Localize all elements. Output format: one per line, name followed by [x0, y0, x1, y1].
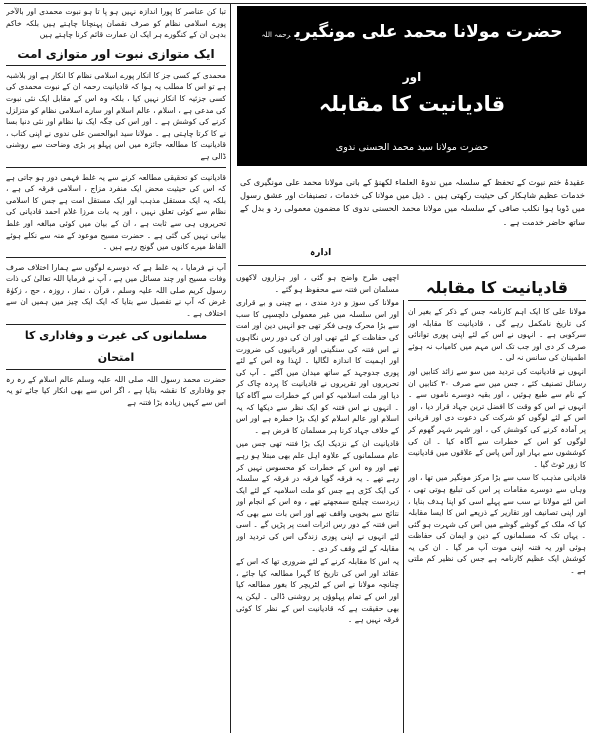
middle-paragraph-4: یہ اس کا مقابلہ کرنے کے لئے ضروری تھا کہ اس کے عقائد اور اس کی تاریخ کا گہرا مطالعہ کیا جائے ، چنانچہ مولانا نے اس کے لٹریچر کا بغور مطالعہ کیا اور اس کے تمام پہلوؤں پر روشنی ڈالی ۔ لیکن یہ بھی حقیقت ہے کہ قادیانیت اس کے نظر کا کوئی فرقہ نہیں ہے ۔	[236, 557, 399, 625]
middle-paragraph-3: قادیانیت ان کے نزدیک ایک بڑا فتنہ تھی جس میں عام مسلمانوں کے علاوہ اہل علم بھی مبتلا ہو رہے تھے اور وہ اس کے خطرات کو محسوس نہیں کر رہے تھے ۔ یہ فرقہ گویا فرقہ در فرقہ کے سلسلہ کی ایک کڑی ہے جس کو ملت اسلامیہ کے لئے ایک زبردست چیلنج سمجھتے تھے ، وہ اس کے انجام اور نتائج سے بخوبی واقف تھے اور اس بات سے بھی کہ اس فتنہ کے دور رس اثرات امت پر پڑیں گے ۔ اسی لئے انہوں نے اپنی پوری زندگی اس کی تردید اور مقابلہ کے لئے وقف کر دی ۔	[236, 439, 399, 553]
middle-paragraph-2: مولانا کی سوز و درد مندی ، بے چینی و بے قراری اور اس سلسلہ میں غیر معمولی دلچسپی کا سب سے بڑا محرک وہی فکر تھی جو انہیں دین اور امت کی حفاظت کے لئے تھی اور ان کی دور رس نگاہوں نے اس فتنہ کی سنگینی اور قربانیوں کی ضرورت اور اہمیت کا اندازہ لگالیا ۔ لہٰذا وہ اس کے لئے پوری جدوجہد کے ساتھ میدان میں آگئے ۔ آپ کی تحریروں اور تقریروں نے قادیانیت کا پردہ چاک کر دیا اور ملت اسلامیہ کو اس کے خطرات سے آگاہ کیا ۔ انہوں نے اس فتنہ کو ایک نظر سے دیکھا کہ یہ اسلام اور عالم اسلام کو ایک بڑا خطرہ ہے اور اس کے خلاف جہاد کرنا ہر مسلمان کا فرض ہے ۔	[236, 298, 399, 435]
middle-paragraph-1: اچھی طرح واضح ہو گئی ، اور ہزاروں لاکھوں مسلمان اس فتنہ سے محفوظ ہو گئے ۔	[236, 273, 399, 294]
banner-title: حضرت مولانا محمد علی مونگیریرحمہ اللہ	[261, 22, 563, 42]
left-paragraph-2: محمدی کے کسی جز کا انکار پورے اسلامی نظام کا انکار ہے اور بلاشبہ ہے تو اس کا مطلب یہ ہوا کہ قادیانیت رحمہ ان کے نبوت محمدی کی کسی جزئیہ کا انکار نہیں کیا ، بلکہ وہ اس کے مقابل ایک نئی نبوت کی مدعی ہے ، اسلام ، عالم اسلام اور سارے اسلامی نظام کو متزلزل کرنے کی کوشش ہے ۔ اور اس کی جگہ ایک نیا نظام اور نئی دنیا بسا نے کا کرتا چاہتی ہے ۔ مولانا سید ابوالحسن علی ندوی نے اپنی کتاب ، قادیانیت کا مطالعہ جائزہ میں اس پہلو پر بڑی وضاحت سے روشنی ڈالی ہے	[6, 70, 226, 161]
banner-honorific: رحمہ اللہ	[261, 31, 291, 39]
intro-signature: ادارہ	[310, 247, 332, 258]
left-divider-2	[6, 257, 226, 258]
column-rule-middle	[403, 300, 404, 733]
editorial-intro	[240, 176, 585, 262]
banner-byline: حضرت مولانا سید محمد الحسنی ندوی	[335, 142, 489, 153]
banner-subtitle: قادیانیت کا مقابلہ	[318, 92, 506, 116]
left-heading-parallel-prophethood: ایک متوازی نبوت اور متوازی امت	[6, 43, 226, 66]
right-column	[408, 306, 586, 730]
left-paragraph-3: قادیانیت کو تحقیقی مطالعہ کرنے سے یہ غلط فہمی دور ہو جاتی ہے کہ اس کی حیثیت محض ایک منفرد مزاج ، اسلامی فرقہ کی ہے ، بلکہ یہ ایک مستقل مذہب اور ایک مستقل امت ہے جس کا اسلامی نظام سے کوئی تعلق نہیں ، اور یہ بات مرزا غلام احمد قادیانی کی تحریروں ہی سے ثابت ہے ، ان کے بیان میں کوئی مبالغہ اور غلط بیانی نہیں کی گئی ہے ۔ حضرت مسیح موعود کے منہ سے نکلے ہوئے الفاظ میرے کانوں میں گونج رہے ہیں ۔	[6, 172, 226, 252]
left-paragraph-5: حضرت محمد رسول اللہ صلی اللہ علیہ وسلم عالم اسلام کے رہ رہ جو وفاداری کا نقشہ بتایا ہے ، اگر اس سے بھی انکار کیا جائے تو یہ اس سے کہیں زیادہ بڑا فتنہ ہے	[6, 374, 226, 407]
intro-text: عقیدۂ ختم نبوت کے تحفظ کے سلسلہ میں ندوۃ العلماء لکھنؤ کے بانی مولانا محمد علی مونگیری کی خدمات عظیم شاہکار کی حیثیت رکھتی ہیں ۔ ذیل میں مولانا کی خدمات ، تصنیفات اور عشق رسول میں ڈوبا ہوا نکلب صافی کے سلسلہ میں مولانا محمد الحسنی ندوی کا مضمون معمولی رد و بدل کے ساتھ حاضر خدمت ہے ۔	[240, 177, 585, 227]
article-banner	[237, 6, 587, 166]
intro-rule	[238, 265, 586, 266]
left-divider-1	[6, 167, 226, 168]
right-paragraph-1: مولانا علی کا ایک اہم کارنامہ جس کے ذکر کے بغیر ان کی تاریخ نامکمل رہے گی ، قادیانیت کا مقابلہ اور سرکوبی ہے ۔ انہوں نے اس کے لئے اپنی پوری توانائی صرف کر دی اور جب تک اس مہم میں کامیاب نہ ہوئے اطمینان کی سانس نہ لی ۔	[408, 307, 586, 363]
left-heading-loyalty-test: مسلمانوں کی غیرت و وفاداری کا امتحان	[6, 324, 226, 370]
column-rule-left	[230, 4, 231, 733]
left-paragraph-4: آپ نے فرمایا ، یہ غلط ہے کہ دوسرے لوگوں سے ہمارا اختلاف صرف وفات مسیح اور چند مسائل میں ہے ، آپ نے فرمایا اللہ تعالیٰ کی ذات رسول کریم صلی اللہ علیہ وسلم ، قرآن ، نماز ، روزہ ، حج ، زکوٰۃ غرض کہ آپ نے تفصیل سے بتایا کہ ایک ایک چیز میں ہمیں ان سے اختلاف ہے ۔	[6, 262, 226, 319]
right-paragraph-2: انہوں نے قادیانیت کی تردید میں سو سے زائد کتابیں اور رسائل تصنیف کئے ، جس میں سے صرف ۳۰ کتابیں ان کے نام سے طبع ہوئیں ، اور بقیہ دوسرے ناموں سے ۔ انہوں نے اس کو وقت کا افضل ترین جہاد قرار دیا ، اور اس کے لئے لوگوں کو شرکت کی دعوت دی اور قربانی پر آمادہ کرنے کی کوشش کی ، اور شہر شہر گھوم کر لوگوں کو اس کے خطرات سے آگاہ کیا ۔ ان کی کوششوں سے بہار اور آس پاس کے علاقوں میں قادیانیت کا زور ٹوٹ گیا ۔	[408, 366, 586, 469]
left-paragraph-1: تبا کن عناصر کا پورا اندازہ نہیں ہو پا تا ہو نبوت محمدی اور بالآخر پورے اسلامی نظام کو صرف نقصان پہنچانا چاہتے ہیں بلکہ خاکم بدہن ان کے کنگورے ہر ایک ان عمارت قائم کرنا چاہتے ہیں	[6, 7, 226, 40]
right-paragraph-3: قادیانی مذہب کا سب سے بڑا مرکز مونگیر میں تھا ، اور وہاں سے دوسرے مقامات پر اس کی تبلیغ ہوتی تھی ، اس لئے مولانا نے سب سے پہلے اسی کو اپنا ہدف بنایا ، اور اپنی تصانیف اور تقاریر کے ذریعے اس کا ایسا مقابلہ کیا کہ ملک کے گوشے گوشے میں اس کی شہرت ہو گئی ۔ یہاں تک کہ مسلمانوں کے دین و ایمان کی حفاظت ہوئی اور یہ فتنہ اپنی موت آپ مر گیا ۔ ان کی یہ کوشش ایک عظیم کارنامہ ہے جس کی نظیر کم ملتی ہے ۔	[408, 473, 586, 576]
middle-column	[236, 272, 399, 730]
banner-conjunction: اور	[402, 70, 422, 84]
top-border	[4, 3, 586, 4]
right-heading-qadianiyat: قادیانیت کا مقابلہ	[408, 276, 586, 301]
left-column	[6, 6, 226, 726]
